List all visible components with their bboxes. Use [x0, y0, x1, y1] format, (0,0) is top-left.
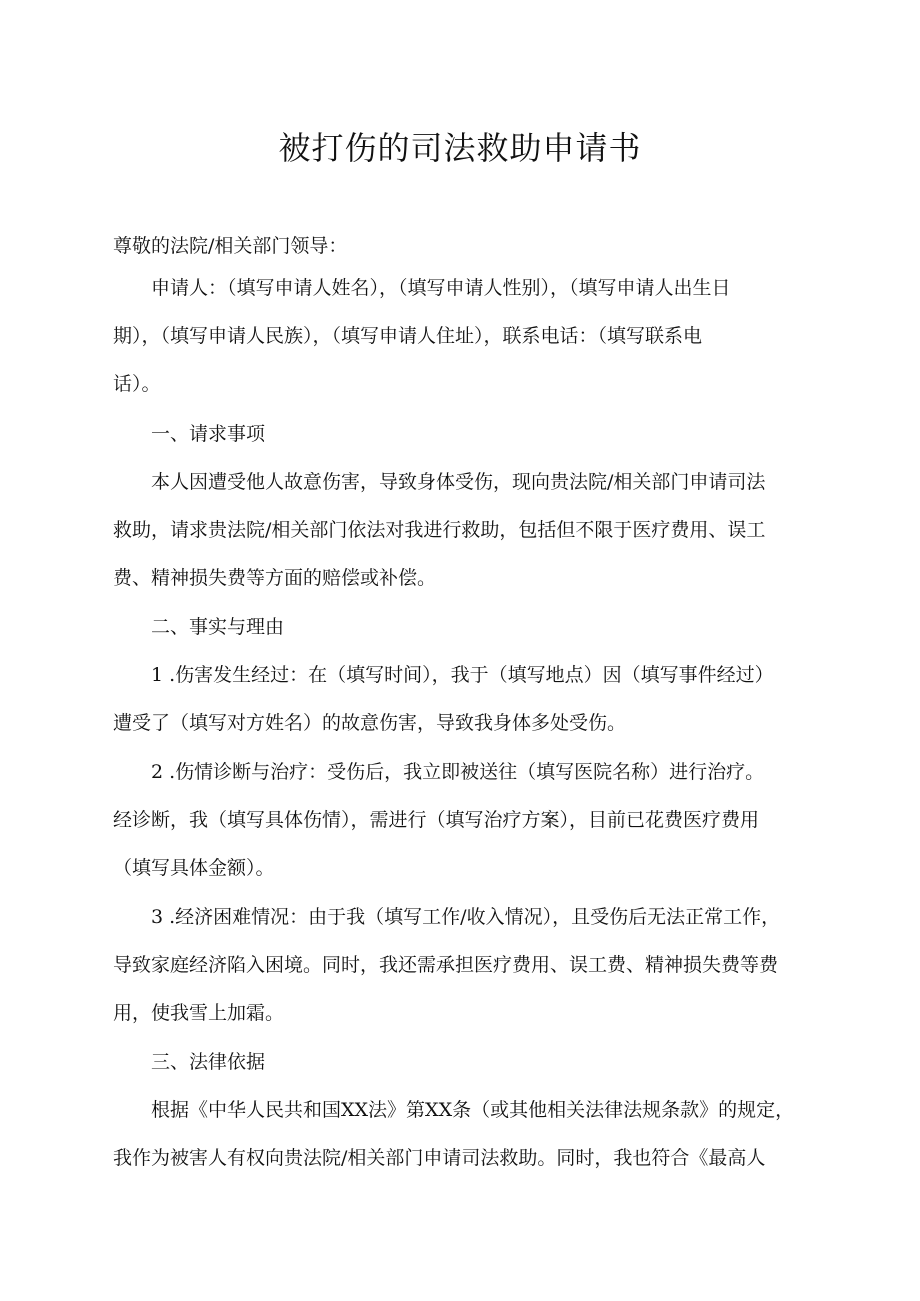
item-3 [113, 893, 823, 1037]
section-1-heading [113, 410, 823, 458]
section-2-heading-text: 二、事实与理由 [151, 616, 285, 638]
section-3-body [113, 1086, 823, 1182]
section-3-line-2: 我作为被害人有权向贵法院/相关部门申请司法救助。同时，我也符合《最高人 [113, 1147, 766, 1169]
applicant-line-2: 期），（填写申请人民族），（填写申请人住址），联系电话：（填写联系电 [113, 325, 703, 347]
item-2-line-3: （填写具体金额）。 [113, 857, 275, 879]
section-1-heading-text: 一、请求事项 [151, 423, 266, 445]
section-3-heading-text: 三、法律依据 [151, 1051, 266, 1073]
item-1-line-1: 1 .伤害发生经过：在（填写时间），我于（填写地点）因（填写事件经过） [151, 664, 774, 686]
section-3-line-1: 根据《中华人民共和国XX法》第XX条（或其他相关法律法规条款》的规定， [151, 1099, 795, 1121]
applicant-line-3: 话）。 [113, 373, 161, 395]
item-2-line-1: 2 .伤情诊断与治疗：受伤后，我立即被送往（填写医院名称）进行治疗。 [151, 761, 765, 783]
section-1-line-1: 本人因遭受他人故意伤害，导致身体受伤，现向贵法院/相关部门申请司法 [151, 471, 766, 493]
item-3-line-2: 导致家庭经济陷入困境。同时，我还需承担医疗费用、误工费、精神损失费等费 [113, 954, 779, 976]
section-1-line-3: 费、精神损失费等方面的赔偿或补偿。 [113, 567, 437, 589]
salutation-line: 尊敬的法院/相关部门领导： [113, 235, 348, 257]
applicant-paragraph [113, 264, 823, 408]
item-3-line-3: 用，使我雪上加霜。 [113, 1002, 285, 1024]
item-2-line-2: 经诊断，我（填写具体伤情），需进行（填写治疗方案），目前已花费医疗费用 [113, 809, 760, 831]
section-1-line-2: 救助，请求贵法院/相关部门依法对我进行救助，包括但不限于医疗费用、误工 [113, 519, 766, 541]
section-1-body [113, 458, 823, 602]
section-3-heading [113, 1038, 823, 1086]
document-title: 被打伤的司法救助申请书 [278, 129, 642, 167]
salutation [113, 222, 823, 270]
item-2 [113, 748, 823, 892]
section-2-heading [113, 603, 823, 651]
item-3-line-1: 3 .经济困难情况：由于我（填写工作/收入情况），且受伤后无法正常工作， [151, 906, 781, 928]
item-1 [113, 651, 823, 747]
applicant-line-1: 申请人：（填写申请人姓名），（填写申请人性别），（填写申请人出生日 [151, 277, 731, 299]
item-1-line-2: 遭受了（填写对方姓名）的故意伤害，导致我身体多处受伤。 [113, 712, 627, 734]
